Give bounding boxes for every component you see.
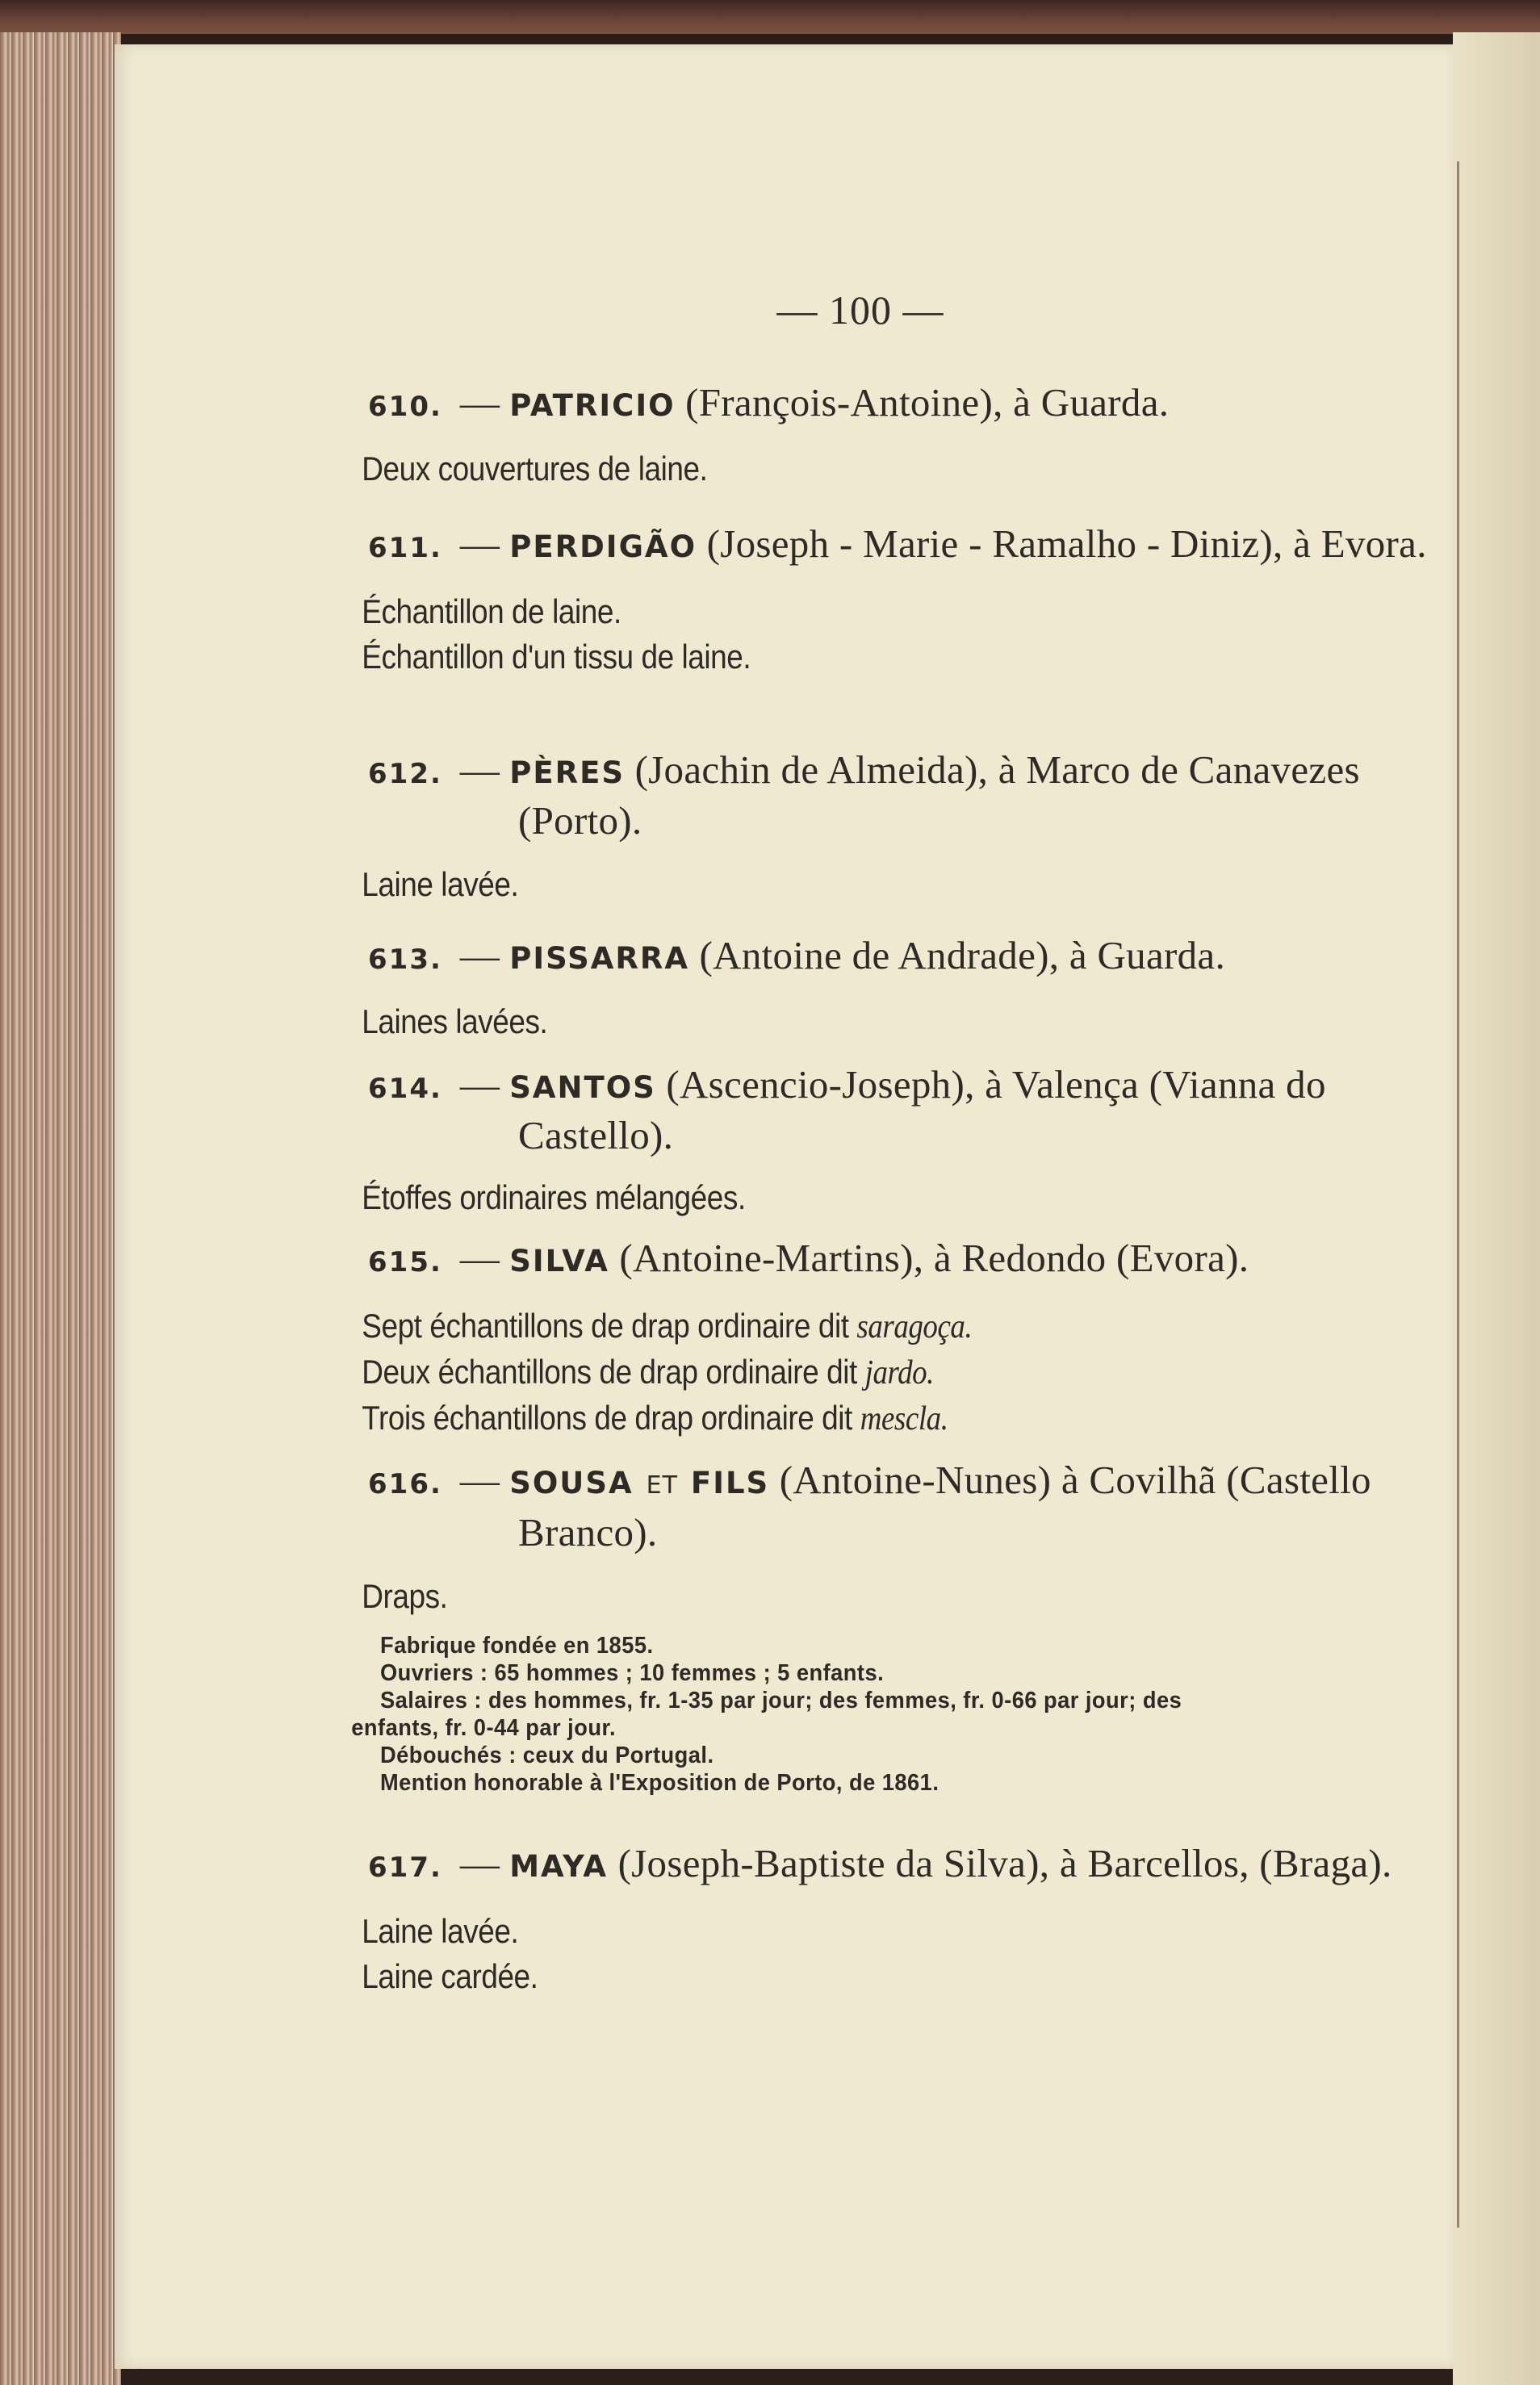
exhibitor-name: SILVA: [509, 1244, 609, 1278]
entry-heading: [115, 1840, 1458, 1891]
entry-heading: [115, 1235, 1458, 1286]
catalog-entry-615: [115, 1235, 1453, 1441]
catalog-entry-614: [115, 1061, 1453, 1220]
exhibitor-name: PATRICIO: [509, 388, 676, 423]
book-page: [115, 44, 1453, 2369]
page-right-margin: [1453, 32, 1540, 2385]
exhibit-item: Draps.: [362, 1577, 448, 1615]
exhibit-item: Étoffes ordinaires mélangées.: [362, 1178, 746, 1216]
entry-heading: [115, 521, 1458, 571]
exhibitor-details: (Ascencio-Joseph), à Valença (Vianna do Castello).: [518, 1062, 1326, 1157]
exhibit-item: Deux échantillons de drap ordinaire dit jardo.: [362, 1353, 934, 1391]
exhibit-item: Laines lavées.: [362, 1002, 548, 1040]
entry-number: 611.: [368, 532, 442, 564]
entry-note: Fabrique fondée en 1855.: [380, 1633, 654, 1659]
entry-heading: [115, 747, 1458, 844]
catalog-entry-610: [115, 379, 1453, 492]
exhibit-item: Sept échantillons de drap ordinaire dit saragoça.: [362, 1307, 973, 1345]
exhibitor-details: (Joseph - Marie - Ramalho - Diniz), à Evora.: [697, 521, 1427, 566]
exhibit-item: Échantillon de laine.: [362, 592, 621, 630]
exhibitor-name-conjunction: ET: [646, 1471, 678, 1500]
entry-note: Débouchés : ceux du Portugal.: [380, 1743, 714, 1768]
entry-dash: —: [459, 380, 500, 425]
exhibit-item: Laine lavée.: [362, 865, 519, 903]
entry-dash: —: [459, 747, 500, 792]
exhibit-item: Deux couvertures de laine.: [362, 450, 708, 487]
entry-number: 614.: [368, 1073, 442, 1105]
catalog-entry-613: [115, 932, 1453, 1044]
entry-note: enfants, fr. 0-44 par jour.: [351, 1715, 617, 1741]
entry-heading: [115, 932, 1458, 983]
exhibitor-details: (Antoine de Andrade), à Guarda.: [688, 933, 1226, 977]
entry-number: 613.: [368, 944, 442, 976]
entry-heading: [115, 379, 1458, 430]
entry-heading: [115, 1061, 1458, 1159]
exhibitor-name-suffix: FILS: [690, 1466, 770, 1500]
entry-number: 617.: [368, 1852, 442, 1884]
exhibitor-name: SANTOS: [509, 1070, 656, 1105]
exhibitor-details: (Antoine-Martins), à Redondo (Evora).: [609, 1236, 1249, 1280]
entry-dash: —: [459, 1062, 500, 1107]
entry-number: 610.: [368, 391, 442, 423]
entry-number: 615.: [368, 1246, 442, 1278]
exhibitor-name: PERDIGÃO: [509, 529, 697, 564]
catalog-entry-617: [115, 1840, 1453, 1999]
exhibitor-name: SOUSA: [509, 1466, 634, 1500]
exhibitor-name: MAYA: [509, 1849, 609, 1884]
entry-number: 612.: [368, 758, 442, 790]
exhibitor-details: (Antoine-Nunes) à Covilhã (Castello Branco).: [518, 1458, 1371, 1554]
catalog-entry-616: [115, 1457, 1453, 1797]
entry-dash: —: [459, 1236, 500, 1280]
exhibitor-details: (Joseph-Baptiste da Silva), à Barcellos, (Braga).: [608, 1841, 1392, 1885]
entry-note: Ouvriers : 65 hommes ; 10 femmes ; 5 enfants.: [380, 1660, 885, 1686]
exhibitor-details: (François-Antoine), à Guarda.: [675, 380, 1170, 425]
entry-heading: [115, 1457, 1458, 1556]
exhibit-item: Trois échantillons de drap ordinaire dit mescla.: [362, 1399, 948, 1437]
catalog-entry-612: [115, 747, 1453, 907]
exhibit-item: Laine cardée.: [362, 1957, 538, 1995]
entry-dash: —: [459, 521, 500, 566]
page-number: — 100 —: [776, 287, 944, 333]
page-right-shadow-line: [1457, 161, 1459, 2228]
exhibitor-details: (Joachin de Almeida), à Marco de Canavezes (Porto).: [518, 747, 1360, 843]
entry-dash: —: [459, 1841, 500, 1885]
exhibitor-name: PISSARRA: [509, 941, 689, 976]
entry-dash: —: [459, 933, 500, 977]
exhibit-item: Laine lavée.: [362, 1912, 519, 1950]
page-stack-edges: [0, 32, 121, 2385]
entry-note: Mention honorable à l'Exposition de Porto, de 1861.: [380, 1770, 939, 1796]
entry-note: Salaires : des hommes, fr. 1-35 par jour; des femmes, fr. 0-66 par jour; des: [380, 1688, 1182, 1713]
exhibitor-name: PÈRES: [509, 755, 626, 790]
catalog-entry-611: [115, 521, 1453, 680]
entry-dash: —: [459, 1458, 500, 1502]
exhibit-item: Échantillon d'un tissu de laine.: [362, 638, 751, 676]
book-cover-edge: [0, 0, 1540, 34]
entry-number: 616.: [368, 1468, 442, 1500]
